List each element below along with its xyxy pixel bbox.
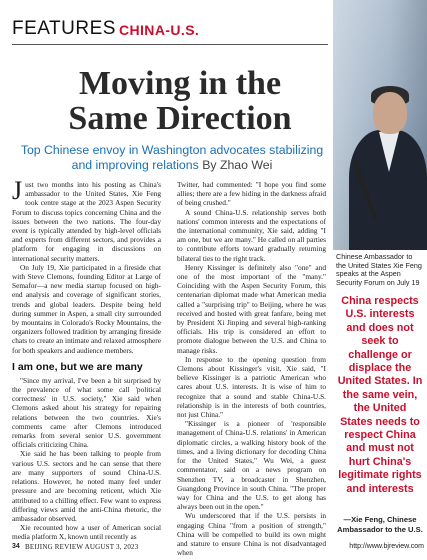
title-line-1: Moving in the bbox=[78, 65, 282, 102]
paragraph: In response to the opening question from Clemons about Kissinger's visit, Xie said, "I believe Kissinger is a patriotic American who cares about U.S. interests. It is wise of him to recognize that a sound and stable China-U.S. relationship is in the interests of both countries, not just China." bbox=[177, 354, 326, 420]
paragraph: Twitter, had commented: "I hope you find some allies; there are a few hiding in the darkness afraid of being crushed." bbox=[177, 180, 326, 208]
article-column-2 bbox=[177, 180, 326, 557]
paragraph: "Since my arrival, I've been a bit surprised by the prevalence of what some call 'political correctness' in U.S. society," Xie said when Clemons asked about his strategy for repairing relations between the two countries. Xie's comments came after Clemons introduced remarks from several senior U.S. government officials criticizing China. bbox=[12, 375, 161, 450]
title-line-2: Same Direction bbox=[68, 100, 292, 137]
photo-caption: Chinese Ambassador to the United States Xie Feng speaks at the Aspen Security Forum on July 19 bbox=[336, 252, 422, 287]
paragraph: Just two months into his posting as China's ambassador to the United States, Xie Feng took centre stage at the 2023 Aspen Security Forum to discuss topics concerning China and the issues between the two nations. The four-day event is typically attended by high-level officials and experts from different sectors, and provides a platform for engaging in discussions on international security matters. bbox=[12, 176, 161, 263]
paragraph: On July 19, Xie participated in a fireside chat with Steve Clemons, founding Editor at Large of Semafor—a new media startup focused on high-end analysis and coverage of significant stories, trends and global leaders. Despite being held during summer in Aspen, a small city surrounded by mountains in Colorado's Rocky Mountains, the organizers followed tradition by arranging fireside chats to create an intimate and relaxed atmosphere for both speakers and audience members. bbox=[12, 262, 161, 355]
article-title bbox=[30, 66, 330, 136]
paragraph: Wu underscored that if the U.S. persists in engaging China "from a position of strength," China will be compelled to build its own might and stature to ensure China is not disadvantaged when bbox=[177, 511, 326, 558]
section-label: FEATURES bbox=[12, 18, 116, 39]
page-number: 34 bbox=[12, 543, 20, 550]
section-heading: I am one, but we are many bbox=[12, 360, 143, 373]
pull-quote: China respects U.S. interests and does not seek to challenge or displace the United States. In the same vein, the United States needs to respect China and must not hurt China's legitimate rights and interests bbox=[337, 295, 423, 495]
paragraph: A sound China-U.S. relationship serves both nations' common interests and the expectations of the international community, Xie said, adding "I am one, but we are many." He called on all parties to contribute efforts toward gradually returning bilateral ties to the right track. bbox=[177, 207, 326, 263]
drop-cap: J bbox=[12, 176, 23, 205]
article-column-1 bbox=[12, 176, 161, 542]
subsection-label: CHINA-U.S. bbox=[119, 22, 200, 38]
section-header bbox=[12, 18, 332, 46]
byline: By Zhao Wei bbox=[202, 158, 273, 172]
paragraph: Xie said he has been talking to people from various U.S. sectors and he can sense that there are many supporters of sound China-U.S. relations. However, he noted many feel under pressure and are becoming reticent, which Xie attributed to a chilling effect. Few want to express differing views amid the anti-China rhetoric, the ambassador observed. bbox=[12, 449, 161, 523]
article-subtitle bbox=[14, 143, 330, 173]
pull-quote-attribution: —Xie Feng, Chinese Ambassador to the U.S. bbox=[337, 515, 423, 534]
publication-info: BEIJING REVIEW AUGUST 3, 2023 bbox=[25, 543, 139, 551]
page-footer bbox=[12, 543, 424, 553]
paragraph: Henry Kissinger is definitely also "one" and one of the most important of the "many." Coinciding with the Aspen Security Forum, this centenarian diplomat made what American media called a "surprising trip" to Beijing, where he was received and hosted with great fanfare, being met by President Xi Jinping and several high-ranking officials. His trip is considered an effort to promote dialogue between the U.S. and China to manage risks. bbox=[177, 262, 326, 355]
ambassador-photo bbox=[333, 0, 427, 250]
paragraph: Xie recounted how a user of American social media platform X, known until recently as bbox=[12, 523, 161, 542]
header-divider bbox=[12, 44, 328, 45]
subtitle-text: Top Chinese envoy in Washington advocates stabilizing and improving relations bbox=[20, 143, 324, 172]
website-link[interactable]: http://www.bjreview.com bbox=[349, 543, 424, 550]
paragraph: "Kissinger is a pioneer of 'responsible management of China-U.S. relations' in American diplomatic circles, a walking history book of the times, and a living dictionary for decoding China for the United States," Wu Wei, a guest commentator, said on a news program on Shenzhen TV, a broadcaster in Shenzhen, Guangdong Province in south China. "The proper way for China and the U.S. to get along has always been out in the open." bbox=[177, 419, 326, 512]
